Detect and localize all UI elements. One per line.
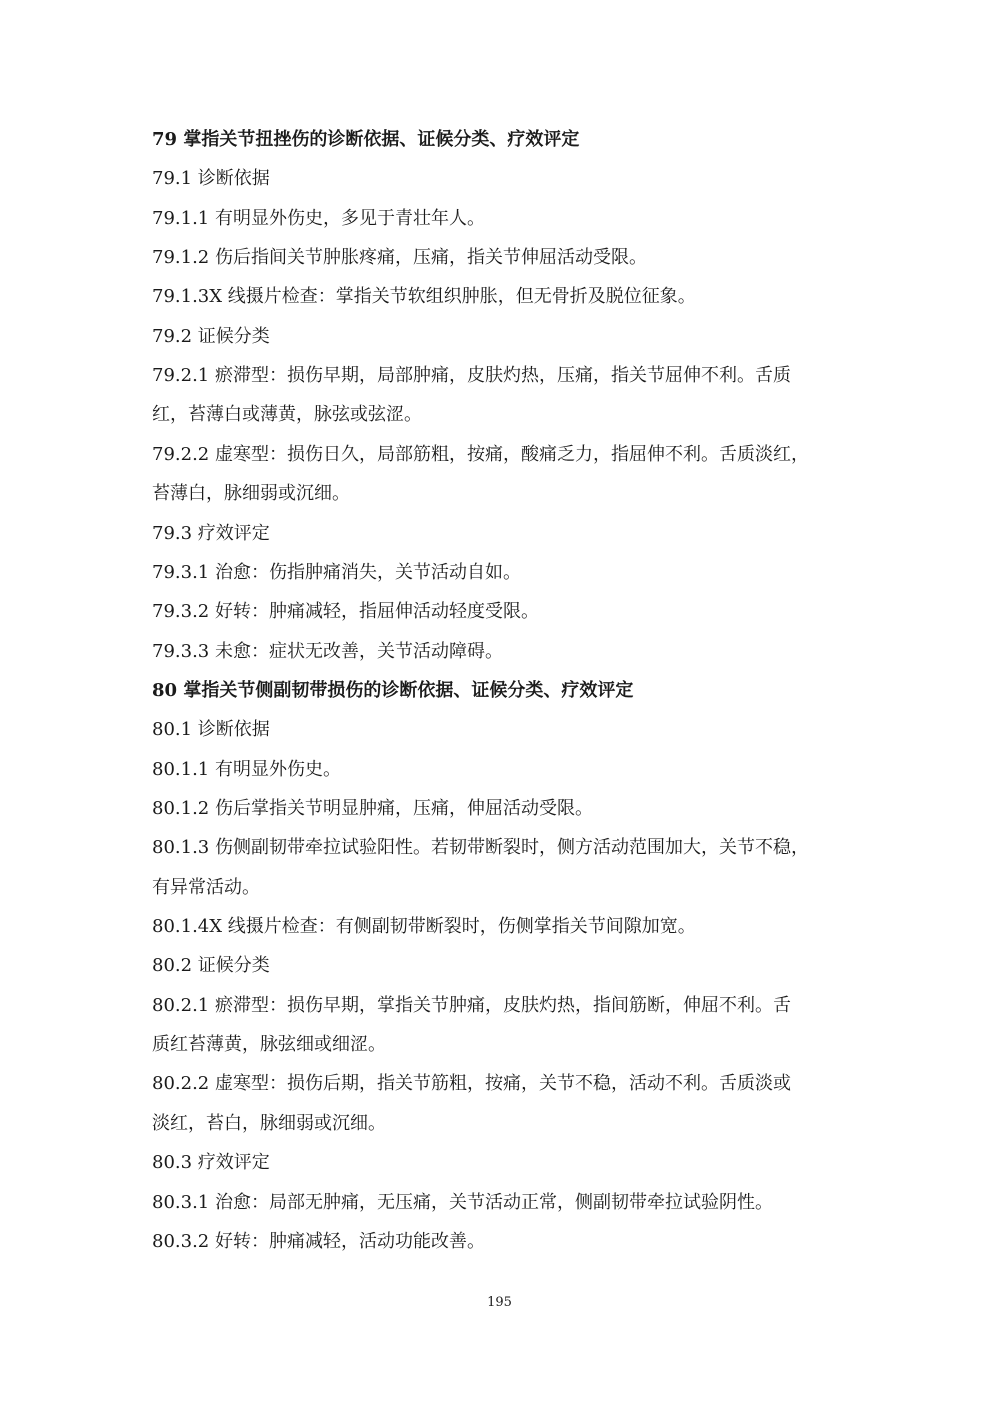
text-line: 79.1.1 有明显外伤史，多见于青壮年人。: [152, 207, 485, 229]
text-line: 79.1.2 伤后指间关节肿胀疼痛，压痛，指关节伸屈活动受限。: [152, 247, 647, 269]
text-line: 79.1.3X 线摄片检查：掌指关节软组织肿胀，但无骨折及脱位征象。: [152, 286, 696, 308]
text-line: 80.2.1 瘀滞型：损伤早期，掌指关节肿痛，皮肤灼热，指间筋断，伸屈不利。舌: [152, 994, 791, 1016]
text-line: 80.1.3 伤侧副韧带牵拉试验阳性。若韧带断裂时，侧方活动范围加大，关节不稳，: [152, 837, 809, 859]
text-line: 淡红，苔白，脉细弱或沉细。: [152, 1112, 386, 1134]
section-heading: 80 掌指关节侧副韧带损伤的诊断依据、证候分类、疗效评定: [152, 679, 634, 701]
text-line: 80.2 证候分类: [152, 955, 270, 977]
text-line: 有异常活动。: [152, 876, 260, 898]
text-line: 红，苔薄白或薄黄，脉弦或弦涩。: [152, 404, 422, 426]
text-line: 79.2.2 虚寒型：损伤日久，局部筋粗，按痛，酸痛乏力，指屈伸不利。舌质淡红，: [152, 443, 809, 465]
text-line: 80.3.1 治愈：局部无肿痛，无压痛，关节活动正常，侧副韧带牵拉试验阴性。: [152, 1191, 773, 1213]
text-line: 80.1.2 伤后掌指关节明显肿痛，压痛，伸屈活动受限。: [152, 798, 593, 819]
section-heading: 79 掌指关节扭挫伤的诊断依据、证候分类、疗效评定: [152, 129, 580, 150]
text-line: 质红苔薄黄，脉弦细或细涩。: [152, 1034, 386, 1056]
text-line: 80.1.1 有明显外伤史。: [152, 758, 341, 780]
text-line: 79.2 证候分类: [152, 325, 270, 347]
text-line: 80.1 诊断依据: [152, 719, 270, 741]
text-line: 80.2.2 虚寒型：损伤后期，指关节筋粗，按痛，关节不稳，活动不利。舌质淡或: [152, 1073, 791, 1095]
text-line: 80.3.2 好转：肿痛减轻，活动功能改善。: [152, 1230, 485, 1252]
text-line: 80.1.4X 线摄片检查：有侧副韧带断裂时，伤侧掌指关节间隙加宽。: [152, 916, 696, 937]
text-line: 79.3.2 好转：肿痛减轻，指屈伸活动轻度受限。: [152, 601, 539, 623]
text-line: 苔薄白，脉细弱或沉细。: [152, 483, 350, 505]
text-line: 79.1 诊断依据: [152, 168, 270, 190]
text-line: 80.3 疗效评定: [152, 1152, 270, 1174]
text-line: 79.3.3 未愈：症状无改善，关节活动障碍。: [152, 640, 503, 662]
text-line: 79.3 疗效评定: [152, 522, 270, 544]
page-number: 195: [487, 1295, 512, 1310]
text-line: 79.2.1 瘀滞型：损伤早期，局部肿痛，皮肤灼热，压痛，指关节屈伸不利。舌质: [152, 365, 791, 387]
text-line: 79.3.1 治愈：伤指肿痛消失，关节活动自如。: [152, 561, 521, 583]
